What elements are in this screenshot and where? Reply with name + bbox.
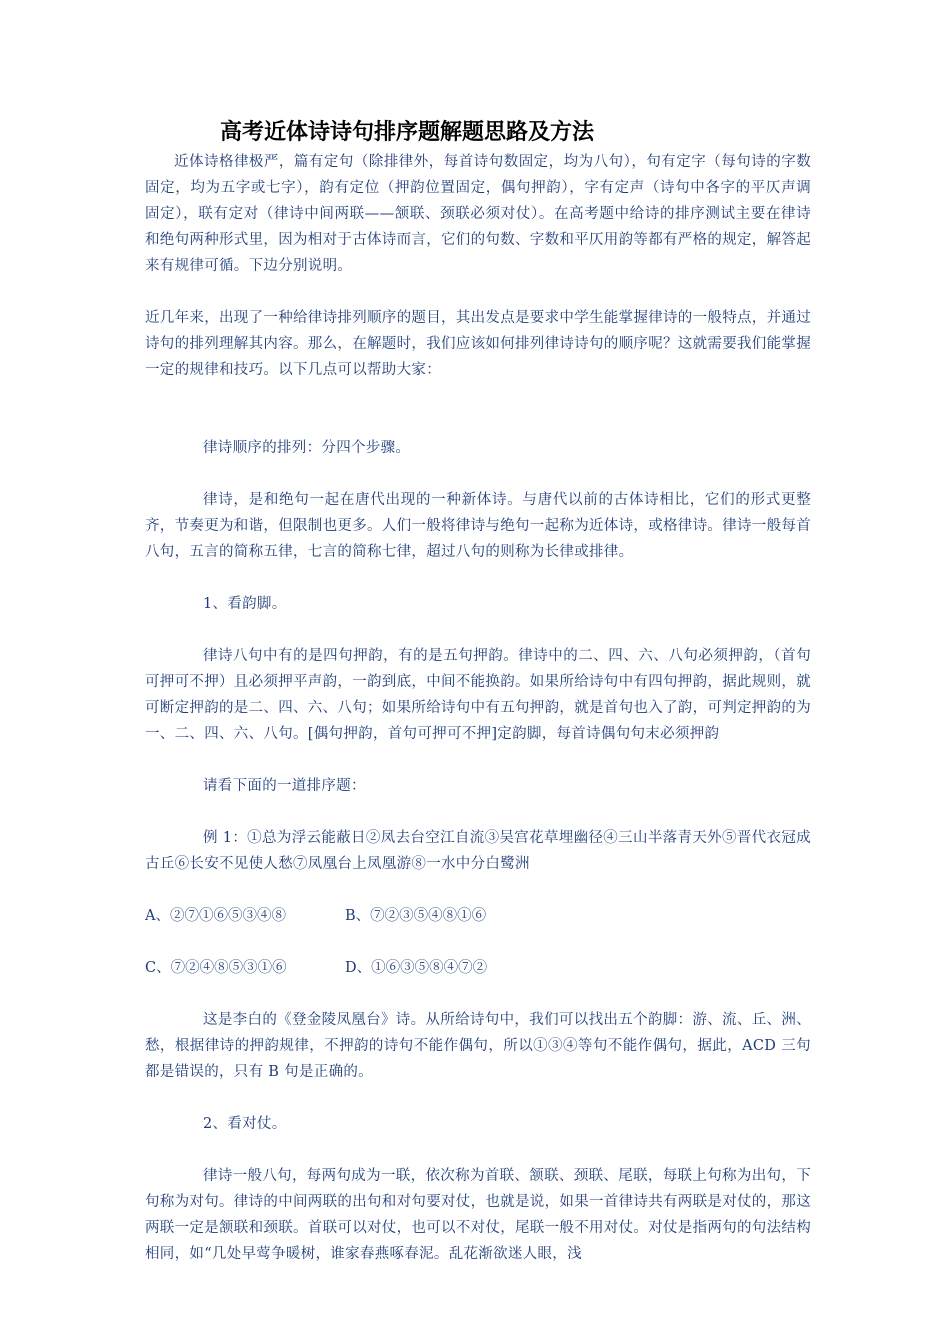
document-title: 高考近体诗诗句排序题解题思路及方法	[220, 120, 595, 145]
document-page	[145, 118, 811, 1267]
choice-d: D、①⑥③⑤⑧④⑦②	[345, 960, 488, 976]
intro-paragraph: 近体诗格律极严，篇有定句（除排律外，每首诗句数固定，均为八句），句有定字（每句诗的字数固定，均为五字或七字），韵有定位（押韵位置固定，偶句押韵），字有定声（诗句中各字的平仄声调固定），联有定对（律诗中间两联——颔联、颈联必须对仗）。在高考题中给诗的排序测试主要在律诗和绝句两种形式里，因为相对于古体诗而言，它们的句数、字数和平仄用韵等都有严格的规定，解答起来有规律可循。下边分别说明。	[145, 154, 811, 274]
choice-b: B、⑦②③⑤④⑧①⑥	[345, 908, 487, 924]
lvshi-intro-paragraph: 律诗，是和绝句一起在唐代出现的一种新体诗。与唐代以前的古体诗相比，它们的形式更整齐，节奏更为和谐，但限制也更多。人们一般将律诗与绝句一起称为近体诗，或格律诗。律诗一般每首八句，五言的简称五律，七言的简称七律，超过八句的则称为长律或排律。	[145, 492, 811, 560]
step1-heading: 1、看韵脚。	[203, 596, 287, 612]
choice-row-ab	[145, 903, 811, 929]
step2-body: 律诗一般八句，每两句成为一联，依次称为首联、颔联、颈联、尾联，每联上句称为出句，下句称为对句。律诗的中间两联的出句和对句要对仗，也就是说，如果一首律诗共有两联是对仗的，那这两联一定是颔联和颈联。首联可以对仗，也可以不对仗，尾联一般不用对仗。对仗是指两句的句法结构相同，如“几处早莺争暖树，谁家春燕啄春泥。乱花渐欲迷人眼，浅	[145, 1168, 811, 1262]
choice-c: C、⑦②④⑧⑤③①⑥	[145, 960, 287, 976]
steps-heading: 律诗顺序的排列：分四个步骤。	[203, 440, 411, 456]
choice-a: A、②⑦①⑥⑤③④⑧	[145, 908, 286, 924]
example-1: 例 1：①总为浮云能蔽日②凤去台空江自流③吴宫花草埋幽径④三山半落青天外⑤晋代衣冠成古丘⑥长安不见使人愁⑦凤凰台上凤凰游⑧一水中分白鹭洲	[145, 830, 811, 872]
please-see-line: 请看下面的一道排序题：	[203, 778, 366, 794]
step1-body: 律诗八句中有的是四句押韵，有的是五句押韵。律诗中的二、四、六、八句必须押韵，（首句可押可不押）且必须押平声韵，一韵到底，中间不能换韵。如果所给诗句中有四句押韵，据此规则，就可断定押韵的是二、四、六、八句；如果所给诗句中有五句押韵，就是首句也入了韵，可判定押韵的为一、二、四、六、八句。[偶句押韵，首句可押可不押]定韵脚，每首诗偶句句末必须押韵	[145, 648, 811, 742]
paragraph-recent-years: 近几年来，出现了一种给律诗排列顺序的题目，其出发点是要求中学生能掌握律诗的一般特点，并通过诗句的排列理解其内容。那么，在解题时，我们应该如何排列律诗诗句的顺序呢？这就需要我们能掌握一定的规律和技巧。以下几点可以帮助大家：	[145, 310, 811, 378]
choice-row-cd	[145, 955, 811, 981]
analysis-paragraph: 这是李白的《登金陵凤凰台》诗。从所给诗句中，我们可以找出五个韵脚：游、流、丘、洲、愁，根据律诗的押韵规律，不押韵的诗句不能作偶句，所以①③④等句不能作偶句，据此，ACD 三句都是错误的，只有 B 句是正确的。	[145, 1012, 811, 1080]
step2-heading: 2、看对仗。	[203, 1116, 287, 1132]
